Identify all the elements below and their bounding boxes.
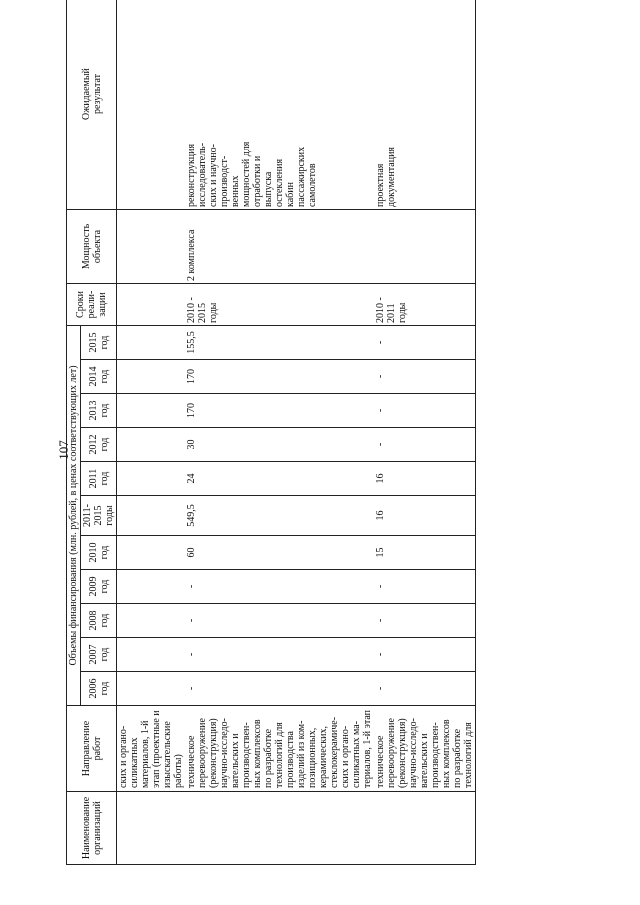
value-cell: - [374, 394, 476, 428]
table-row [185, 0, 374, 865]
value-cell: 170 [185, 360, 374, 394]
value-cell: - [185, 638, 374, 672]
header-org: Наименование организаций [67, 792, 117, 865]
value-cell: 155,5 [185, 326, 374, 360]
value-cell: - [185, 672, 374, 706]
value-cell [117, 394, 186, 428]
header-terms: Сроки реали- зации [67, 284, 117, 326]
header-direction: Направление работ [67, 706, 117, 792]
header-year: 2009 год [81, 570, 117, 604]
org-cell [374, 792, 476, 865]
value-cell: - [185, 570, 374, 604]
header-financing: Объемы финансирования (млн. рублей, в ценах соответствующих лет) [67, 326, 81, 706]
value-cell: - [374, 428, 476, 462]
value-cell [117, 462, 186, 496]
page-number: 107 [56, 440, 71, 460]
value-cell: - [374, 360, 476, 394]
financing-table [66, 0, 476, 865]
value-cell: 16 [374, 496, 476, 536]
direction-cell: ских и органо- силикатных материалов, 1-й этап (проектные и изыскательские работы) [117, 706, 186, 792]
value-cell: - [374, 570, 476, 604]
direction-cell: техническое перевооружение (реконструкция) научно-исследо- вательских и производствен- ных комплексов по разработке технологий для [374, 706, 476, 792]
org-cell [117, 792, 186, 865]
header-capacity: Мощность объекта [67, 210, 117, 284]
result-cell [117, 0, 186, 210]
header-result: Ожидаемый результат [67, 0, 117, 210]
header-year: 2011 год [81, 462, 117, 496]
capacity-cell [117, 210, 186, 284]
header-year: 2008 год [81, 604, 117, 638]
value-cell: 549,5 [185, 496, 374, 536]
header-year: 2010 год [81, 536, 117, 570]
value-cell: 30 [185, 428, 374, 462]
value-cell [117, 496, 186, 536]
result-cell: проектная документация [374, 0, 476, 210]
value-cell [117, 672, 186, 706]
header-year: 2013 год [81, 394, 117, 428]
header-year: 2015 год [81, 326, 117, 360]
value-cell: 60 [185, 536, 374, 570]
terms-cell: 2010 - 2011 годы [374, 284, 476, 326]
terms-cell [117, 284, 186, 326]
value-cell [117, 604, 186, 638]
header-year: 2011- 2015 годы [81, 496, 117, 536]
value-cell: 24 [185, 462, 374, 496]
table-row [374, 0, 476, 865]
capacity-cell [374, 210, 476, 284]
value-cell: - [374, 638, 476, 672]
value-cell: - [185, 604, 374, 638]
value-cell: - [374, 672, 476, 706]
header-year: 2014 год [81, 360, 117, 394]
value-cell [117, 326, 186, 360]
table-row [117, 0, 186, 865]
org-cell [185, 792, 374, 865]
value-cell: - [374, 604, 476, 638]
header-row-1 [67, 0, 81, 865]
header-year: 2007 год [81, 638, 117, 672]
header-year: 2012 год [81, 428, 117, 462]
header-year: 2006 год [81, 672, 117, 706]
value-cell [117, 360, 186, 394]
value-cell [117, 570, 186, 604]
value-cell: 15 [374, 536, 476, 570]
value-cell [117, 428, 186, 462]
terms-cell: 2010 - 2015 годы [185, 284, 374, 326]
value-cell: 170 [185, 394, 374, 428]
direction-cell: техническое перевооружение (реконструкция) научно-исследо- вательских и производствен- ных комплексов по разработке технологий для производства изделий из ком- позиционных, керамических, стеклокерамиче- ских и органо- силикатных ма- териалов, 1-й этап [185, 706, 374, 792]
value-cell [117, 536, 186, 570]
value-cell: - [374, 326, 476, 360]
rotated-table-wrapper [66, 39, 606, 865]
value-cell [117, 638, 186, 672]
value-cell: 16 [374, 462, 476, 496]
capacity-cell: 2 комплекса [185, 210, 374, 284]
result-cell: реконструкция исследователь- ских и научно- производст- венных мощностей для отработки и выпуска остекления кабин пассажирских самолетов [185, 0, 374, 210]
